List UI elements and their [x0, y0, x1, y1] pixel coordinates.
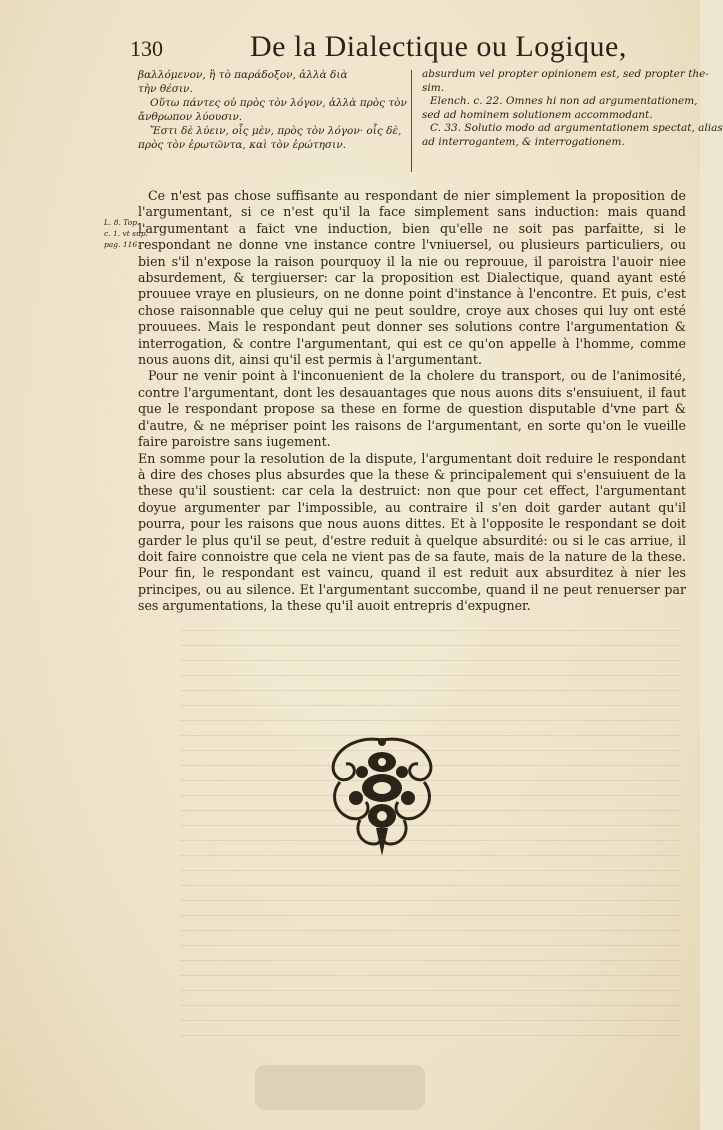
- latin-line: C. 33. Solutio modo ad argumentationem spectat, alias: [430, 122, 723, 134]
- latin-line: absurdum vel propter opinionem est, sed propter the-: [422, 68, 709, 80]
- latin-quotation: [422, 68, 723, 149]
- library-stamp-shadow: [255, 1065, 425, 1110]
- latin-line: sim.: [422, 81, 445, 94]
- greek-line: πρὸς τὸν ἐρωτῶντα, καὶ τὸν ἐρώτησιν.: [138, 139, 346, 151]
- paragraph: En somme pour la resolution de la dispute, l'argumentant doit reduire le respondant à dire des choses plus absurdes que la these & principalement qui s'ensuiuent de la these qu'il soustient: car cela la destruict: non que pour cet effect, l'argumentant doyue argumenter par l'impossible, au contraire il s'en doit garder autant qu'il pourra, pour les raisons que nous auons dittes. Et à l'opposite le respondant se doit garder le plus qu'il se peut, d'estre reduit à quelque absurdité: ou si le cas arriue, il doit faire connoistre que cela ne vient pas de sa faute, mais de la nature de la these. Pour fin, le respondant est vaincu, quand il est reduit aux absurditez à nier les principes, ou au silence. Et l'argumentant succombe, quand il ne peut renuerser par ses argumentations, la these qu'il auoit entrepris d'expugner.: [138, 450, 686, 614]
- greek-line: βαλλόμενον, ἢ τὸ παράδοξον, ἀλλὰ διὰ: [138, 69, 348, 81]
- paragraph: Pour ne venir point à l'inconuenient de la cholere du transport, ou de l'animosité, contre l'argumentant, dont les desauantages que nous auons dits s'ensuiuent, il faut que le respondant propose sa these en forme de question disputable d'vne part & d'autre, & ne mépriser point les raisons de l'argumentant, en sorte qu'on le vueille faire paroistre sans iugement.: [138, 368, 686, 450]
- margin-note: c. 1. vt sup.: [104, 229, 149, 238]
- main-text: [138, 188, 686, 615]
- cul-de-lampe-ornament-icon: [320, 732, 444, 860]
- greek-line: ἄνθρωπον λύουσιν.: [138, 111, 243, 123]
- latin-line: sed ad hominem solutionem accommodant.: [422, 108, 653, 121]
- margin-notes: [104, 217, 149, 250]
- column-divider: [411, 70, 412, 172]
- margin-note: L. 8. Top.: [104, 218, 140, 227]
- paragraph: Ce n'est pas chose suffisante au respondant de nier simplement la proposition de l'argumentant, si ce n'est qu'il la face simplement sans induction: mais quand l'argumentant a faict vne induction, bien qu'elle ne soit pas parfaitte, si le respondant ne donne vne instance contre l'vniuersel, ou plusieurs particuliers, ou bien s'il n'expose la raison pourquoy il la nie ou reprouue, il paroistra l'auoir niee absurdement, & tergiuerser: car la proposition est Dialectique, quand ayant esté prouuee vraye en plusieurs, on ne donne point d'instance à l'encontre. Et puis, c'est chose raisonnable que celuy qui ne peut souldre, croye aux choses qui luy ont esté prouuees. Mais le respondant peut donner ses solutions contre l'argumentation & interrogation, & contre l'argumentant, qui est ce qu'on appelle à l'homme, comme nous auons dit, ainsi qu'il est permis à l'argumentant.: [138, 188, 686, 368]
- margin-note: pag. 116.: [104, 240, 140, 249]
- page-header: [130, 30, 660, 70]
- greek-line: τὴν θέσιν.: [138, 83, 193, 95]
- latin-line: ad interrogantem, & interrogationem.: [422, 135, 625, 148]
- greek-quotation: [138, 68, 406, 152]
- latin-line: Elench. c. 22. Omnes hi non ad argumentationem,: [430, 95, 698, 107]
- greek-line: Ἔστι δὲ λύειν, οἷς μὲν, πρὸς τὸν λόγον· οἷς δὲ,: [150, 125, 402, 137]
- greek-line: Οὕτω πάντες οὐ πρὸς τὸν λόγον, ἀλλὰ πρὸς τὸν: [150, 97, 407, 109]
- page-number: 130: [130, 36, 163, 61]
- running-title: De la Dialectique ou Logique,: [250, 30, 627, 63]
